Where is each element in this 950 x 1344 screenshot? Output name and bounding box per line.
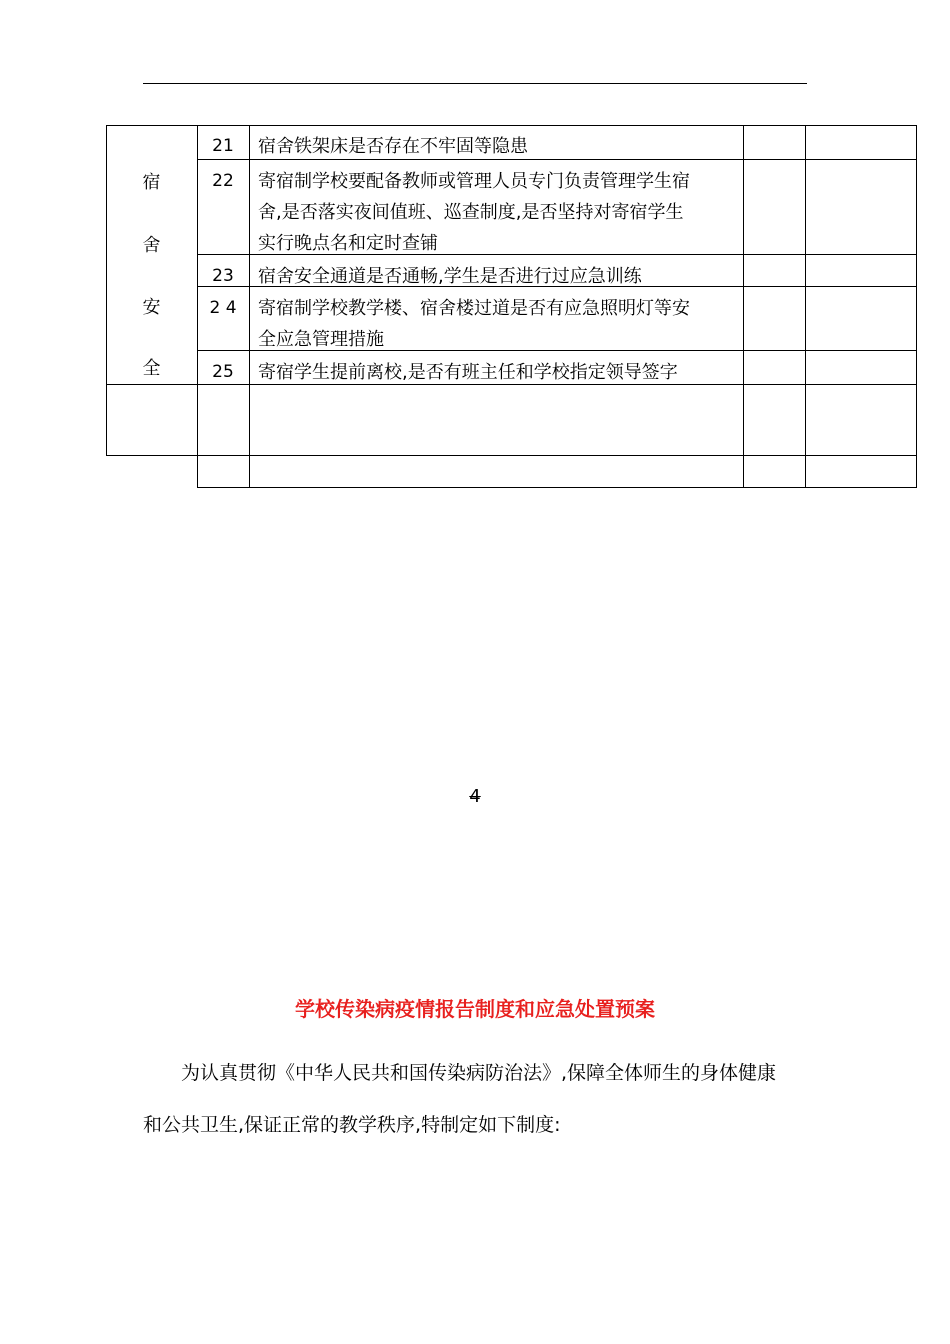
check-item-text: 宿舍铁架床是否存在不牢固等隐患 [258, 136, 528, 157]
table-border-top [106, 125, 917, 126]
check-item-text: 全应急管理措施 [258, 329, 384, 350]
check-item-text: 宿舍安全通道是否通畅,学生是否进行过应急训练 [258, 266, 642, 287]
category-char: 舍 [142, 235, 161, 256]
category-char: 安 [142, 297, 161, 318]
table-border-right [916, 125, 917, 488]
header-rule [143, 83, 807, 84]
row-number: 23 [212, 266, 234, 286]
check-item-text: 寄宿制学校要配备教师或管理人员专门负责管理学生宿 [258, 171, 690, 192]
intro-paragraph-line: 为认真贯彻《中华人民共和国传染病防治法》,保障全体师生的身体健康 [181, 1062, 777, 1084]
check-item-text: 寄宿学生提前离校,是否有班主任和学校指定领导签字 [258, 362, 678, 383]
intro-paragraph-line: 和公共卫生,保证正常的教学秩序,特制定如下制度: [143, 1114, 561, 1136]
check-item-text: 寄宿制学校教学楼、宿舍楼过道是否有应急照明灯等安 [258, 298, 690, 319]
check-item-text: 实行晚点名和定时查铺 [258, 233, 438, 254]
table-border-bottom [197, 487, 917, 488]
category-char: 宿 [142, 172, 161, 193]
row-number: 25 [212, 362, 234, 382]
row-divider [106, 455, 917, 456]
column-divider [805, 125, 806, 488]
column-divider [743, 125, 744, 488]
page-number: 4 [469, 786, 481, 807]
row-number: 22 [212, 171, 234, 191]
column-divider [249, 125, 250, 488]
check-item-text: 舍,是否落实夜间值班、巡查制度,是否坚持对寄宿学生 [258, 202, 684, 223]
section-title: 学校传染病疫情报告制度和应急处置预案 [295, 997, 655, 1021]
category-char: 全 [142, 358, 161, 379]
row-number: 21 [212, 136, 234, 156]
row-number: 2 4 [209, 298, 237, 318]
